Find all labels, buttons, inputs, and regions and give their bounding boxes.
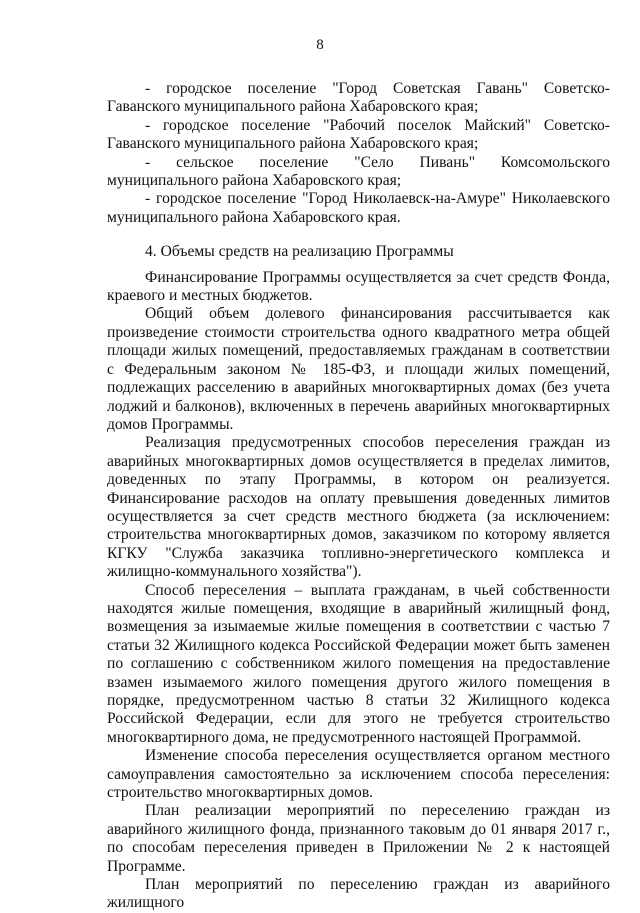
section-heading: 4. Объемы средств на реализацию Программы [145,243,454,261]
document-body [107,80,610,913]
paragraph: Финансирование Программы осуществляется за счет средств Фонда, краевого и местных бюджетов. [107,268,610,305]
paragraph: Способ переселения – выплата гражданам, в чьей собственности находятся жилые помещения, входящие в аварийный жилищный фонд, возмещения за изымаемые жилые помещения в соответствии с частью 7 статьи 32 Жилищного кодекса Российской Федерации может быть заменен по соглашению с собственником жилого помещения на предоставление взамен изымаемого жилого помещения другого жилого помещения в порядке, предусмотренном частью 8 статьи 32 Жилищного кодекса Российской Федерации, если для этого не требуется строительство многоквартирного дома, не предусмотренного настоящей Программой. [107,581,610,746]
paragraph: План реализации мероприятий по переселению граждан из аварийного жилищного фонда, признанного таковым до 01 января 2017 г., по способам переселения приведен в Приложении № 2 к настоящей Программе. [107,802,610,875]
paragraph: Реализация предусмотренных способов переселения граждан из аварийных многоквартирных домов осуществляется в пределах лимитов, доведенных по этапу Программы, в котором он реализуется. Финансирование расходов на оплату превышения доведенных лимитов осуществляется за счет средств местного бюджета (за исключением: строительства многоквартирных домов, заказчиком по которому является КГКУ "Служба заказчика топливно-энергетического комплекса и жилищно-коммунального хозяйства"). [107,434,610,581]
list-item: - городское поселение "Рабочий поселок Майский" Советско-Гаванского муниципального района Хабаровского края; [107,116,610,153]
list-item: - городское поселение "Город Советская Гавань" Советско-Гаванского муниципального района Хабаровского края; [107,80,610,116]
list-item: - городское поселение "Город Николаевск-на-Амуре" Николаевского муниципального района Хабаровского края. [107,190,610,226]
list-item: - сельское поселение "Село Пивань" Комсомольского муниципального района Хабаровского края; [107,153,610,190]
paragraph: Изменение способа переселения осуществляется органом местного самоуправления самостоятельно за исключением способа переселения: строительство многоквартирных домов. [107,747,610,802]
paragraph: Общий объем долевого финансирования рассчитывается как произведение стоимости строительства одного квадратного метра общей площади жилых помещений, предоставляемых гражданам в соответствии с Федеральным законом № 185-ФЗ, и площади жилых помещений, подлежащих расселению в аварийных многоквартирных домах (без учета лоджий и балконов), включенных в перечень аварийных многоквартирных домов Программы. [107,305,610,433]
paragraph: План мероприятий по переселению граждан из аварийного жилищного [107,876,610,912]
page-number: 8 [316,37,324,53]
